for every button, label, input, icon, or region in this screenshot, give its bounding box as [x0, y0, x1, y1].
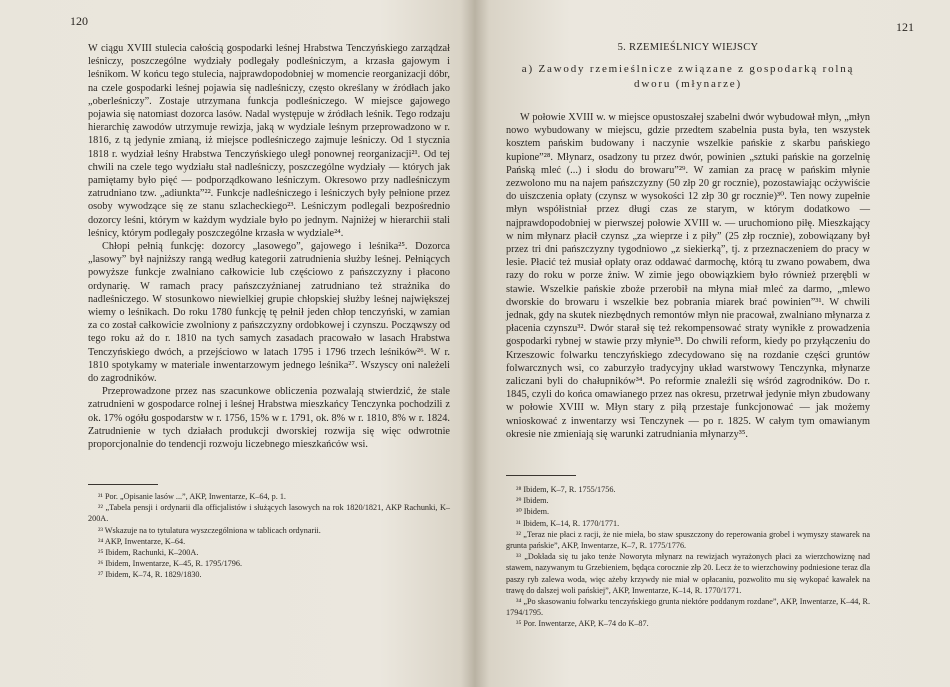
left-body-text	[88, 42, 450, 451]
page-number-left: 120	[70, 14, 88, 28]
paragraph: Chłopi pełnią funkcję: dozorcy „lasowego”, gajowego i leśnika²⁵. Dozorca „lasowy” był najniższy rangą według kategorii zatrudnienia służby leśnej. Pełniących powyższe funkcje zwalniano całkowicie lub częściowo z pańszczyzny i płacono ordynarię. W ramach pracy pańszczyźnianej zatrudniano też strażnika do nadleśniczego. W stosunkowo niewielkiej grupie chłopskiej służby leśnej największej wiemy o leśnikach. Do roku 1780 funkcję tę pełnił jeden chłop tenczyński, w zamian za co został całkowicie zwolniony z pańszczyzny ordobkowej i czynszu. Począwszy od tego roku aż do r. 1810 na tych samych zasadach pracowało w lasach Hrabstwa Tenczyńskiego dwóch, a przejściowo w latach 1795 i 1796 trzech leśników²⁶. W r. 1810 spotykamy w materiale inwentarzowym jednego leśnika²⁷. Wszyscy oni należeli do zagrodników.	[88, 241, 450, 385]
section-title: 5. RZEMIEŚLNICY WIEJSCY	[617, 42, 759, 53]
right-page	[475, 0, 950, 687]
footnote: ³¹ Ibidem, K–14, R. 1770/1771.	[516, 518, 620, 528]
page-number-right: 121	[896, 20, 914, 34]
footnote: ²⁴ AKP, Inwentarze, K–64.	[98, 536, 186, 546]
footnote: ³³ „Dokłada się tu jako tenże Noworyta młynarz na rewizjach wyrażonych płaci za wierzchowiznę nad stawem, nazywanym tu Grzebieniem, będąca corocznie złp 20. Lecz że to wierzchowiny podniesione teraz dla paszy ryb zalewa woda, więc ażeby krzywdy nie miał w opłacaniu, pozwolito mu się wykopać kawałek na trawę do dalszej woli pańskiej”, AKP, Inwentarze, K–14, R. 1770/1771.	[506, 552, 870, 595]
paragraph: W połowie XVIII w. w miejsce opustoszałej szabelni dwór wybudował młyn, „młyn nowo wybudowany w miejscu, gdzie przedtem szabelnia pusta była, ten wszystek kosztem pańskim budowany i naczynie wszelkie pańskie z skarbu pańskiego kupione”²⁸. Młynarz, osadzony tu przez dwór, powinien „sztuki pańskie na gorzelnię Pańską mleć (...) i słodu do browaru”²⁹. W zamian za pracę w pańskim młynie zezwolono mu na najem pańszczyzny (50 złp 20 gr rocznie), pozostawiając ocżywiście do uiszczenia opłaty (czynsz w wysokości 12 złp 30 gr rocznie)³⁰. Ten nowy zupełnie młyn współistniał przez długi czas ze starym, w którym dodatkowo — najprawdopodobniej w pierwszej połowie XVIII w. — uruchomiono piłę. Mieszkający w nim młynarz płacił czynsz „za wieprze i z piły” (25 złp rocznie), zobowiązany był przez tri dni pańszczyzny tygodniowo „z siekierką”, tj. z przeznaczeniem do pracy w lesie. Płacić też musiał opłaty oraz oddawać darmochę, którą tu zwano powabem, dwa razy do roku w porze żniw. W zimie jego obowiązkiem było również przerębli w stawie. Wszelkie pańskie zboże przerobił na młyna miał mleć za darmo, „mlewo dworskie do browaru i wszelkie bez pobrania miarek brać powinien”³¹. W chwili jednak, gdy na skutek niezbędnych remontów młyn nie pracował, zwalniano młynarza z płacenia czynszu³². Dwór starał się też rekompensować straty wynikłe z prowadzenia gospodarki rybnej w stawie przy młynie³³. Do chwili reform, kiedy po przyłączeniu do Krzeszowic folwarku tenczyńskiego zdecydowano się na rozdanie części gruntów folwarcznych wsi, co zaburzyło tradycyjny układ warstwowy Tenczynka, młynarze zaliczani byli do chałupników³⁴. Po reformie znaleźli się wśród zagrodników. Do r. 1845, czyli do końca omawianego przez nas okresu, przetrwał jedynie młyn zbudowany w połowie XVIII w. Młyn stary z piłą przestaje funkcjonować — jak możemy wnioskować z inwentarzy wsi Tenczynek — po r. 1825. W całym tym omawianym okresie nie zmieniają się warunki zatrudniania młynarzy³⁵.	[506, 112, 870, 440]
footnote-divider	[88, 484, 158, 485]
footnote: ²⁷ Ibidem, K–74, R. 1829/1830.	[98, 570, 202, 580]
footnote: ²¹ Por. „Opisanie lasów ...”, AKP, Inwentarze, K–64, p. 1.	[98, 492, 286, 501]
footnote: ²² „Tabela pensji i ordynarii dla officjalistów i służących lasowych na rok 1820/1821, AKP Rachunki, K–200A.	[88, 503, 450, 524]
footnote: ²⁶ Ibidem, Inwentarze, K–45, R. 1795/1796.	[98, 559, 243, 569]
footnote: ²⁹ Ibidem.	[516, 496, 549, 506]
paragraph: W ciągu XVIII stulecia całością gospodarki leśnej Hrabstwa Tenczyńskiego zarządzał leśniczy, poszczególne wydziały podlegały podleśniczym, a krzasła gajowym i leśnikom. W końcu tego stulecia, najprawdopodobniej w momencie reorganizacji dóbr, na czele gospodarki leśnej pojawia się nadleśniczy, często określany w źródłach jako „oberleśniczy”. Zostaje utrzymana funkcja podleśniczego. W miejsce gajowego pojawia się natomiast dozorca lasów. Nadal występuje w źródłach leśnik. Tego rodzaju hierarchię zawodów utrzymuje rewizja, jaką w wydziale leśnym przeprowadzono w r. 1816, z tą jedynie zmianą, iż miejsce podleśniczego zajmuje leśniczy. Od 1 stycznia 1818 r. wydział leśny Hrabstwa Tenczyńskiego uległ ponownej reorganizacji²¹. Od tej chwili na czele tego wydziału stał nadleśniczy, poszczególne wydziały — których jak pamiętamy było pięć — podporządkowano leśniczym. Okresowo przy nadleśniczym zatrudniano tzw. „adiunkta”²². Funkcje nadleśniczego i leśniczych były pełnione przez osoby wywodzące się ze stanu szlacheckiego²³. Leśniczym podlegali bezpośrednio dozorcy leśni, którym w każdym wydziale było po jednym. Najniżej w hierarchii stali leśnicy, którym podlegały poszczególne krzasła w wydziale²⁴.	[88, 43, 450, 239]
footnote: ³² „Teraz nie płaci z racji, że nie mieła, bo staw spuszczony do reperowania grobel i wymyszy stawarek na grunta pańskie”, AKP, Inwentarze, K–7, R. 1775/1776.	[506, 529, 870, 551]
footnote: ³⁵ Por. Inwentarze, AKP, K–74 do K–87.	[516, 619, 649, 629]
subsection-title: a) Zawody rzemieślnicze związane z gospodarką rolną dworu (młynarze)	[521, 63, 855, 90]
footnote: ³⁰ Ibidem.	[516, 507, 550, 517]
paragraph: Przeprowadzone przez nas szacunkowe obliczenia pozwalają stwierdzić, że stale zatrudnieni w gospodarce rolnej i leśnej Hrabstwa mieszkańcy Tenczynka pochodzili z ok. 17% ogółu gospodarstw w r. 1756, 15% w r. 1791, ok. 8% w r. 1810, 8% w r. 1824. Zatrudnienie w tych działach produkcji dworskiej rozwija się więc odwrotnie proporcjonalnie do tendencji rozwoju liczebnego mieszkańców wsi.	[88, 386, 450, 451]
left-footnotes	[88, 491, 450, 581]
footnote: ²⁵ Ibidem, Rachunki, K–200A.	[98, 548, 199, 558]
footnote: ³⁴ „Po skasowaniu folwarku tenczyńskiego grunta niektóre poddanym rozdane”, AKP, Inwentarze, K–44, R. 1794/1795.	[506, 597, 870, 618]
footnote: ²³ Wskazuje na to tytulatura wyszczególniona w tablicach ordynarii.	[98, 525, 321, 535]
footnote: ²⁸ Ibidem, K–7, R. 1755/1756.	[516, 485, 616, 494]
